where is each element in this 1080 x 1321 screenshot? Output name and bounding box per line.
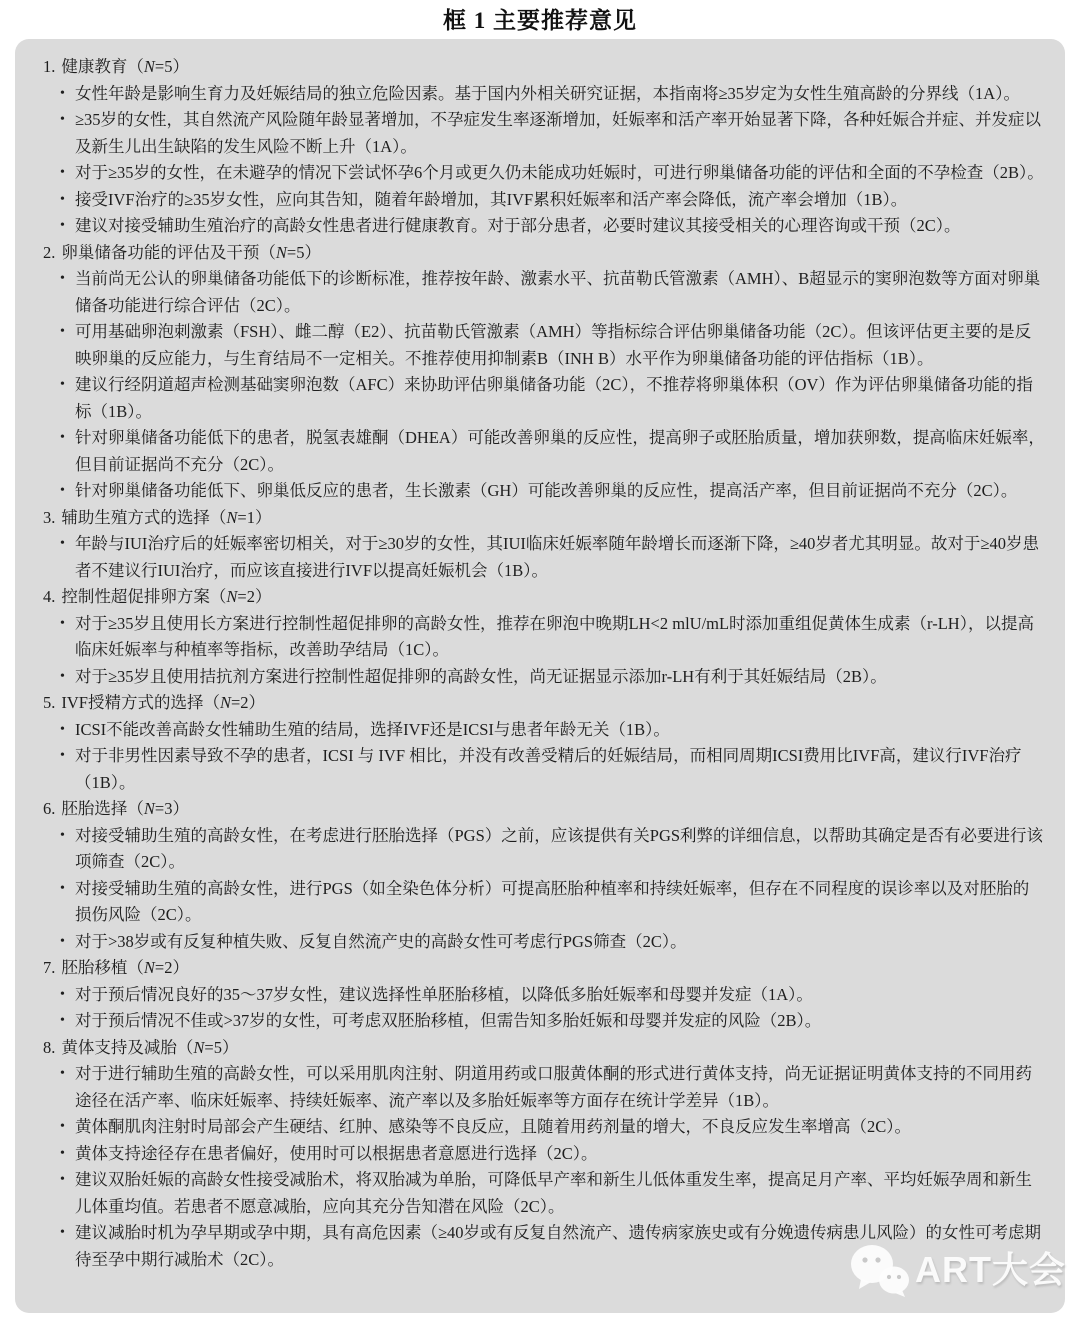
bullet-marker: • [60, 1119, 65, 1134]
paren-close: ） [221, 1037, 239, 1057]
bullet-text: 对接受辅助生殖的高龄女性，在考虑进行胚胎选择（PGS）之前，应该提供有关PGS利弊的详细信息，以帮助其确定是否有必要进行该项筛查（2C）。 [75, 825, 1044, 871]
bullet-text: 年龄与IUI治疗后的妊娠率密切相关，对于≥30岁的女性，其IUI临床妊娠率随年龄增长而逐渐下降，≥40岁者尤其明显。故对于≥40岁患者不建议行IUI治疗，而应该直接进行IVF以提高妊娠机会（1B）。 [75, 534, 1039, 580]
bullet-item [29, 531, 1045, 584]
bullet-marker: • [60, 218, 65, 233]
bullet-text: 当前尚无公认的卵巢储备功能低下的诊断标准，推荐按年龄、激素水平、抗苗勒氏管激素（AMH）、B超显示的窦卵泡数等方面对卵巢储备功能进行综合评估（2C）。 [75, 269, 1041, 315]
section-heading [29, 955, 1045, 982]
bullet-marker: • [60, 191, 65, 207]
bullet-item [29, 982, 1045, 1009]
bullet-item [29, 823, 1045, 876]
section-number: 3. [43, 507, 56, 527]
paren-close: ） [304, 242, 321, 262]
section-heading [29, 690, 1045, 717]
bullet-marker: • [60, 933, 65, 949]
watermark-text: ART大会 [915, 1249, 1066, 1290]
paren-open: （ [203, 693, 220, 712]
bullet-marker: • [60, 827, 65, 843]
wechat-bubbles-icon [847, 1241, 913, 1299]
bullet-item [29, 1167, 1045, 1220]
n-count: 2 [240, 693, 249, 712]
bullet-text: 对于非男性因素导致不孕的患者，ICSI 与 IVF 相比，并没有改善受精后的妊娠结局，而相同周期ICSI费用比IVF高，建议行IVF治疗（1B）。 [75, 746, 1022, 792]
watermark [847, 1241, 1066, 1299]
section-heading [29, 584, 1045, 611]
bullet-item [29, 319, 1045, 372]
section-number: 8. [43, 1037, 56, 1057]
bullet-item [29, 611, 1045, 664]
paren-close: ） [172, 958, 189, 977]
bullet-text: ≥35岁的女性，其自然流产风险随年龄显著增加，不孕症发生率逐渐增加，妊娠率和活产率开始显著下降，各种妊娠合并症、并发症以及新生儿出生缺陷的发生风险不断上升（1A）。 [75, 110, 1042, 156]
bullet-item [29, 81, 1045, 108]
bullet-list [29, 717, 1045, 797]
n-count: 1 [246, 507, 255, 527]
n-symbol: N [226, 507, 238, 527]
section-title: 胚胎移植 [61, 958, 128, 977]
equals-sign: = [237, 587, 247, 606]
bullet-item [29, 213, 1045, 240]
equals-sign: = [154, 57, 165, 76]
bullet-item [29, 929, 1045, 956]
equals-sign: = [154, 958, 165, 977]
n-count: 2 [164, 958, 173, 977]
bullet-item [29, 372, 1045, 425]
bullet-marker: • [60, 165, 65, 180]
paren-open: （ [209, 507, 227, 527]
section-title: 辅助生殖方式的选择 [61, 507, 210, 527]
bullet-marker: • [60, 748, 65, 763]
bullet-marker: • [60, 986, 65, 1002]
page-title: 框 1 主要推荐意见 [443, 8, 637, 33]
bullet-item [29, 478, 1045, 505]
bullet-text: 女性年龄是影响生育力及妊娠结局的独立危险因素。基于国内外相关研究证据，本指南将≥35岁定为女性生殖高龄的分界线（1A）。 [75, 83, 1020, 103]
bullet-text: 对于≥35岁且使用拮抗剂方案进行控制性超促排卵的高龄女性，尚无证据显示添加r-LH有利于其妊娠结局（2B）。 [75, 666, 887, 686]
paren-close: ） [248, 693, 266, 712]
bullet-item [29, 266, 1045, 319]
bullet-text: 对于≥35岁且使用长方案进行控制性超促排卵的高龄女性，推荐在卵泡中晚期LH<2 mlU/mL时添加重组促黄体生成素（r-LH），以提高临床妊娠率与种植率等指标，改善助孕结局（1C）。 [75, 613, 1034, 659]
section-number: 4. [43, 587, 56, 606]
bullet-list [29, 823, 1045, 956]
bullet-text: 可用基础卵泡刺激素（FSH）、雌二醇（E2）、抗苗勒氏管激素（AMH）等指标综合评估卵巢储备功能（2C）。但该评估更主要的是反映卵巢的反应能力，与生育结局不一定相关。不推荐使用抑制素B（INH B）水平作为卵巢储备功能的评估指标（1B）。 [75, 322, 1032, 368]
bullet-list [29, 982, 1045, 1035]
bullet-text: 建议行经阴道超声检测基础窦卵泡数（AFC）来协助评估卵巢储备功能（2C），不推荐将卵巢体积（OV）作为评估卵巢储备功能的指标（1B）。 [75, 375, 1033, 421]
section-number: 2. [43, 242, 56, 262]
bullet-item [29, 664, 1045, 691]
bullet-marker: • [60, 324, 65, 339]
section-number: 7. [43, 958, 56, 977]
equals-sign: = [230, 693, 241, 712]
bullet-text: 黄体酮肌肉注射时局部会产生硬结、红肿、感染等不良反应，且随着用药剂量的增大，不良反应发生率增高（2C）。 [75, 1117, 912, 1136]
n-count: 5 [296, 242, 305, 262]
equals-sign: = [237, 507, 247, 527]
n-symbol: N [226, 587, 238, 606]
section-title: 控制性超促排卵方案 [61, 587, 210, 606]
section-heading [29, 505, 1045, 532]
bullet-item [29, 1114, 1045, 1141]
bullet-text: 对于预后情况不佳或>37岁的女性，可考虑双胚胎移植，但需告知多胎妊娠和母婴并发症的风险（2B）。 [75, 1011, 822, 1030]
bullet-text: 建议双胎妊娠的高龄女性接受减胎术，将双胎减为单胎，可降低早产率和新生儿低体重发生率，提高足月产率、平均妊娠孕周和新生儿体重均值。若患者不愿意减胎，应向其充分告知潜在风险（2C）。 [75, 1170, 1032, 1216]
bullet-marker: • [60, 483, 65, 498]
bullet-text: 针对卵巢储备功能低下、卵巢低反应的患者，生长激素（GH）可能改善卵巢的反应性，提高活产率，但目前证据尚不充分（2C）。 [75, 481, 1018, 500]
bullet-text: 对于>38岁或有反复种植失败、反复自然流产史的高龄女性可考虑行PGS筛查（2C）。 [75, 931, 687, 951]
section-number: 6. [43, 799, 56, 818]
bullet-marker: • [60, 880, 65, 896]
bullet-text: 对接受辅助生殖的高龄女性，进行PGS（如全染色体分析）可提高胚胎种植率和持续妊娠率，但存在不同程度的误诊率以及对胚胎的损伤风险（2C）。 [75, 878, 1030, 924]
bullet-marker: • [60, 377, 65, 392]
bullet-marker: • [60, 1013, 65, 1028]
paren-close: ） [172, 57, 189, 76]
bullet-item [29, 425, 1045, 478]
bullet-text: 对于进行辅助生殖的高龄女性，可以采用肌肉注射、阴道用药或口服黄体酮的形式进行黄体支持，尚无证据证明黄体支持的不同用药途径在活产率、临床妊娠率、持续妊娠率、流产率以及多胎妊娠率等方面存在统计学差异（1B）。 [75, 1064, 1032, 1110]
section-heading [29, 1035, 1045, 1062]
paren-open: （ [259, 242, 276, 262]
bullet-text: 建议对接受辅助生殖治疗的高龄女性患者进行健康教育。对于部分患者，必要时建议其接受相关的心理咨询或干预（2C）。 [75, 216, 961, 235]
section-number: 1. [43, 57, 56, 76]
paren-close: ） [172, 799, 189, 818]
bullet-list [29, 531, 1045, 584]
n-symbol: N [193, 1037, 205, 1057]
bullet-text: 对于预后情况良好的35～37岁女性，建议选择性单胚胎移植，以降低多胎妊娠率和母婴并发症（1A）。 [75, 984, 813, 1004]
bullet-item [29, 160, 1045, 187]
n-symbol: N [143, 958, 155, 977]
bullet-marker: • [60, 536, 65, 551]
recommendations-box [15, 39, 1065, 1313]
bullet-item [29, 1061, 1045, 1114]
bullet-text: 建议减胎时机为孕早期或孕中期，具有高危因素（≥40岁或有反复自然流产、遗传病家族史或有分娩遗传病患儿风险）的女性可考虑期待至孕中期行减胎术（2C）。 [75, 1223, 1042, 1269]
equals-sign: = [154, 799, 165, 818]
n-count: 3 [164, 799, 173, 818]
bullet-marker: • [60, 85, 65, 101]
bullet-marker: • [60, 668, 65, 684]
section-title: 卵巢储备功能的评估及干预 [61, 242, 260, 262]
bullet-marker: • [60, 721, 65, 737]
bullet-item [29, 717, 1045, 744]
bullet-text: ICSI不能改善高龄女性辅助生殖的结局，选择IVF还是ICSI与患者年龄无关（1B）。 [75, 719, 670, 739]
paren-open: （ [127, 958, 144, 977]
section-heading [29, 240, 1045, 267]
n-symbol: N [143, 57, 155, 76]
bullet-list [29, 266, 1045, 505]
bullet-marker: • [60, 1145, 65, 1161]
bullet-text: 对于≥35岁的女性，在未避孕的情况下尝试怀孕6个月或更久仍未能成功妊娠时，可进行卵巢储备功能的评估和全面的不孕检查（2B）。 [75, 163, 1044, 182]
n-count: 5 [164, 57, 173, 76]
paren-open: （ [209, 587, 227, 606]
paren-open: （ [176, 1037, 194, 1057]
paren-open: （ [127, 57, 144, 76]
bullet-item [29, 876, 1045, 929]
bullet-item [29, 1141, 1045, 1168]
equals-sign: = [204, 1037, 214, 1057]
n-symbol: N [275, 242, 287, 262]
n-symbol: N [143, 799, 155, 818]
n-count: 2 [246, 587, 255, 606]
bullet-item [29, 743, 1045, 796]
section-number: 5. [43, 693, 56, 712]
bullet-text: 黄体支持途径存在患者偏好，使用时可以根据患者意愿进行选择（2C）。 [75, 1143, 598, 1163]
bullet-text: 接受IVF治疗的≥35岁女性，应向其告知，随着年龄增加，其IVF累积妊娠率和活产率会降低，流产率会增加（1B）。 [75, 189, 908, 209]
section-title: 健康教育 [61, 57, 128, 76]
bullet-text: 针对卵巢储备功能低下的患者，脱氢表雄酮（DHEA）可能改善卵巢的反应性，提高卵子或胚胎质量，增加获卵数，提高临床妊娠率，但目前证据尚不充分（2C）。 [75, 428, 1045, 474]
bullet-item [29, 1008, 1045, 1035]
n-symbol: N [219, 693, 231, 712]
bullet-marker: • [60, 430, 65, 445]
bullet-marker: • [60, 112, 65, 127]
paren-open: （ [127, 799, 144, 818]
section-heading [29, 796, 1045, 823]
bullet-marker: • [60, 1225, 65, 1240]
bullet-marker: • [60, 615, 65, 631]
paren-close: ） [254, 507, 272, 527]
section-heading [29, 54, 1045, 81]
paren-close: ） [254, 587, 272, 606]
bullet-item [29, 107, 1045, 160]
section-title: 黄体支持及减胎 [61, 1037, 177, 1057]
n-count: 5 [213, 1037, 222, 1057]
bullet-list [29, 611, 1045, 691]
bullet-item [29, 187, 1045, 214]
equals-sign: = [286, 242, 297, 262]
bullet-marker: • [60, 271, 65, 286]
bullet-marker: • [60, 1172, 65, 1187]
bullet-marker: • [60, 1066, 65, 1081]
section-title: 胚胎选择 [61, 799, 128, 818]
section-title: IVF授精方式的选择 [61, 693, 204, 712]
bullet-list [29, 81, 1045, 240]
